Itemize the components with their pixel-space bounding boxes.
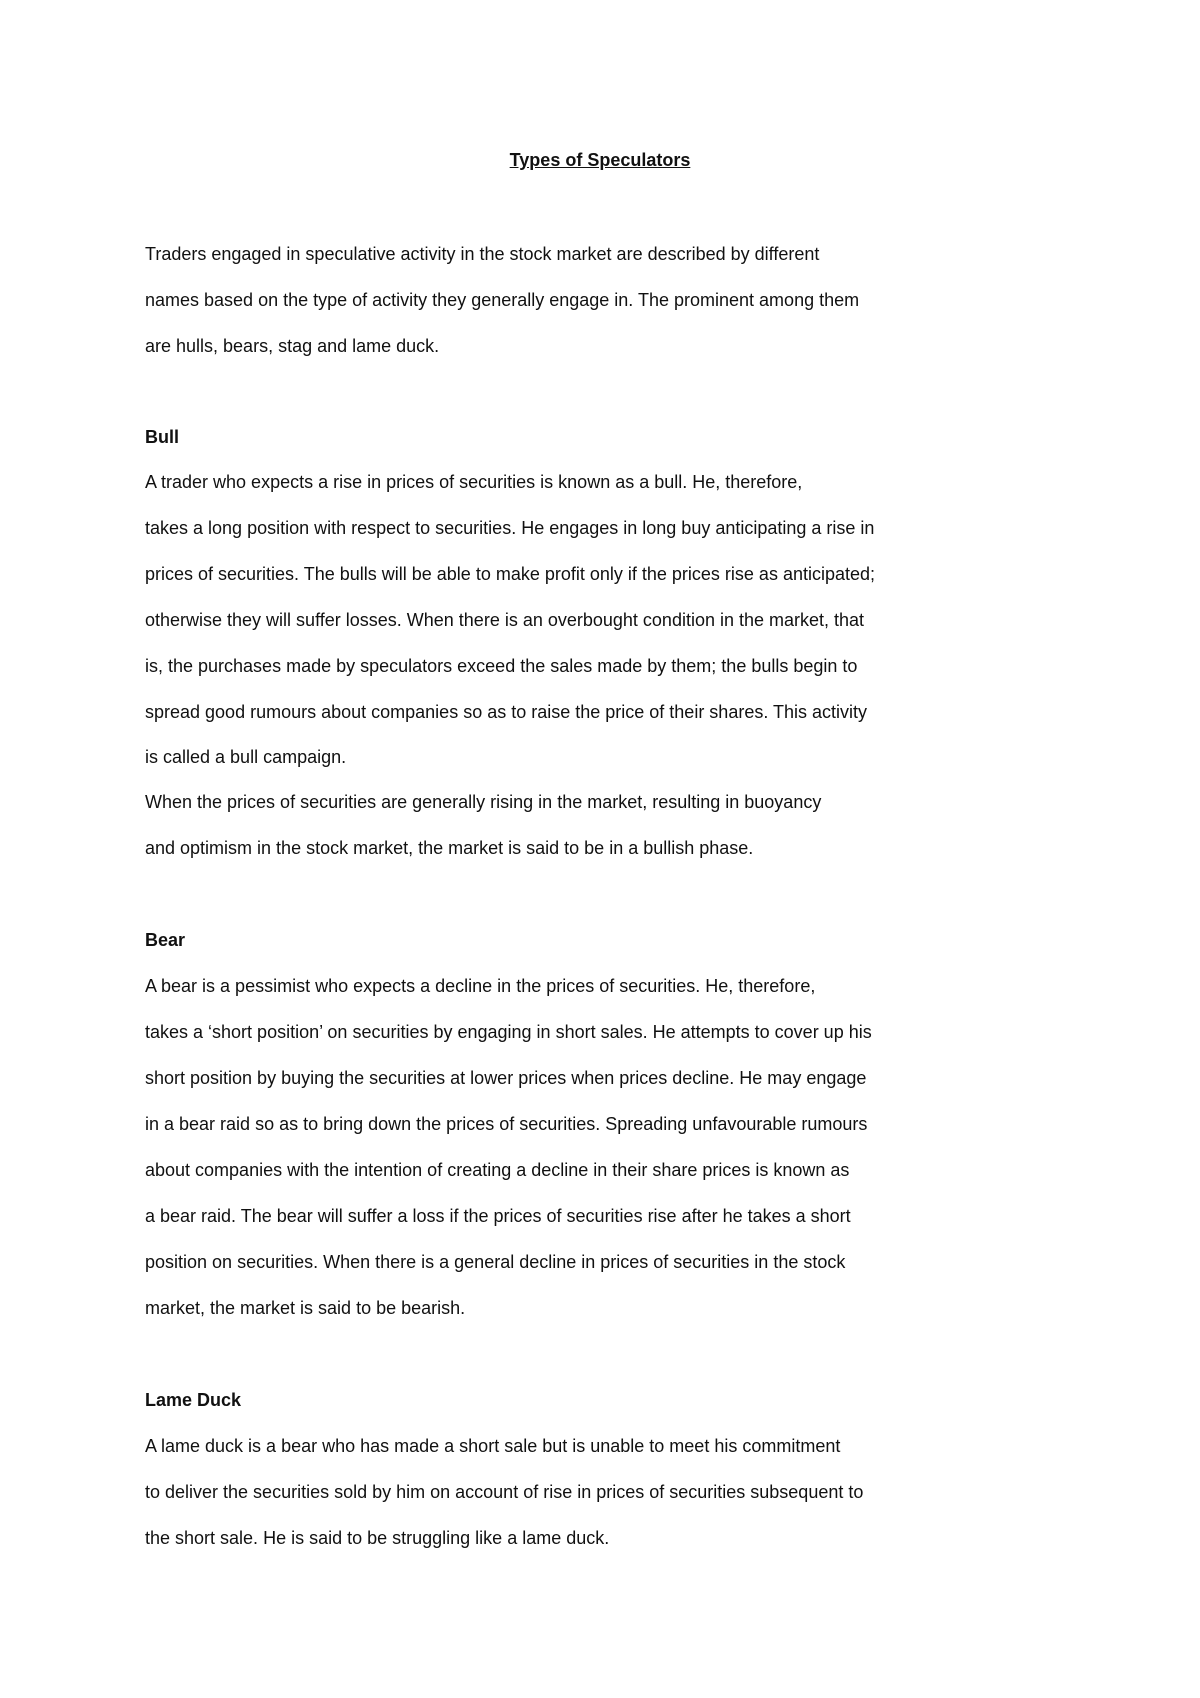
paragraph-line: market, the market is said to be bearish. xyxy=(145,1298,466,1318)
intro-line: names based on the type of activity they generally engage in. The prominent among them xyxy=(145,290,860,310)
paragraph-line: to deliver the securities sold by him on account of rise in prices of securities subsequent to xyxy=(145,1482,864,1502)
paragraph-line: prices of securities. The bulls will be able to make profit only if the prices rise as anticipated; xyxy=(145,564,876,584)
paragraph-line: When the prices of securities are generally rising in the market, resulting in buoyancy xyxy=(145,792,822,812)
intro-line: Traders engaged in speculative activity in the stock market are described by different xyxy=(145,244,820,264)
paragraph-line: about companies with the intention of creating a decline in their share prices is known as xyxy=(145,1160,850,1180)
paragraph-line: spread good rumours about companies so as to raise the price of their shares. This activity xyxy=(145,702,868,722)
paragraph-line: takes a long position with respect to securities. He engages in long buy anticipating a rise in xyxy=(145,518,875,538)
section-heading-lame-duck: Lame Duck xyxy=(145,1390,242,1410)
section-heading-bear: Bear xyxy=(145,930,186,950)
paragraph-line: takes a ‘short position’ on securities by engaging in short sales. He attempts to cover up his xyxy=(145,1022,872,1042)
paragraph-line: A trader who expects a rise in prices of securities is known as a bull. He, therefore, xyxy=(145,472,803,492)
paragraph-line: short position by buying the securities at lower prices when prices decline. He may engage xyxy=(145,1068,867,1088)
paragraph-line: is called a bull campaign. xyxy=(145,747,347,767)
paragraph-line: otherwise they will suffer losses. When there is an overbought condition in the market, that xyxy=(145,610,865,630)
paragraph-line: and optimism in the stock market, the market is said to be in a bullish phase. xyxy=(145,838,754,858)
section-heading-bull: Bull xyxy=(145,427,179,447)
intro-line: are hulls, bears, stag and lame duck. xyxy=(145,336,440,356)
paragraph-line: the short sale. He is said to be struggling like a lame duck. xyxy=(145,1528,610,1548)
paragraph-line: in a bear raid so as to bring down the prices of securities. Spreading unfavourable rumours xyxy=(145,1114,868,1134)
paragraph-line: position on securities. When there is a general decline in prices of securities in the stock xyxy=(145,1252,846,1272)
paragraph-line: a bear raid. The bear will suffer a loss if the prices of securities rise after he takes a short xyxy=(145,1206,851,1226)
paragraph-line: A lame duck is a bear who has made a short sale but is unable to meet his commitment xyxy=(145,1436,841,1456)
page-title: Types of Speculators xyxy=(509,150,691,170)
paragraph-line: is, the purchases made by speculators exceed the sales made by them; the bulls begin to xyxy=(145,656,858,676)
paragraph-line: A bear is a pessimist who expects a decline in the prices of securities. He, therefore, xyxy=(145,976,816,996)
